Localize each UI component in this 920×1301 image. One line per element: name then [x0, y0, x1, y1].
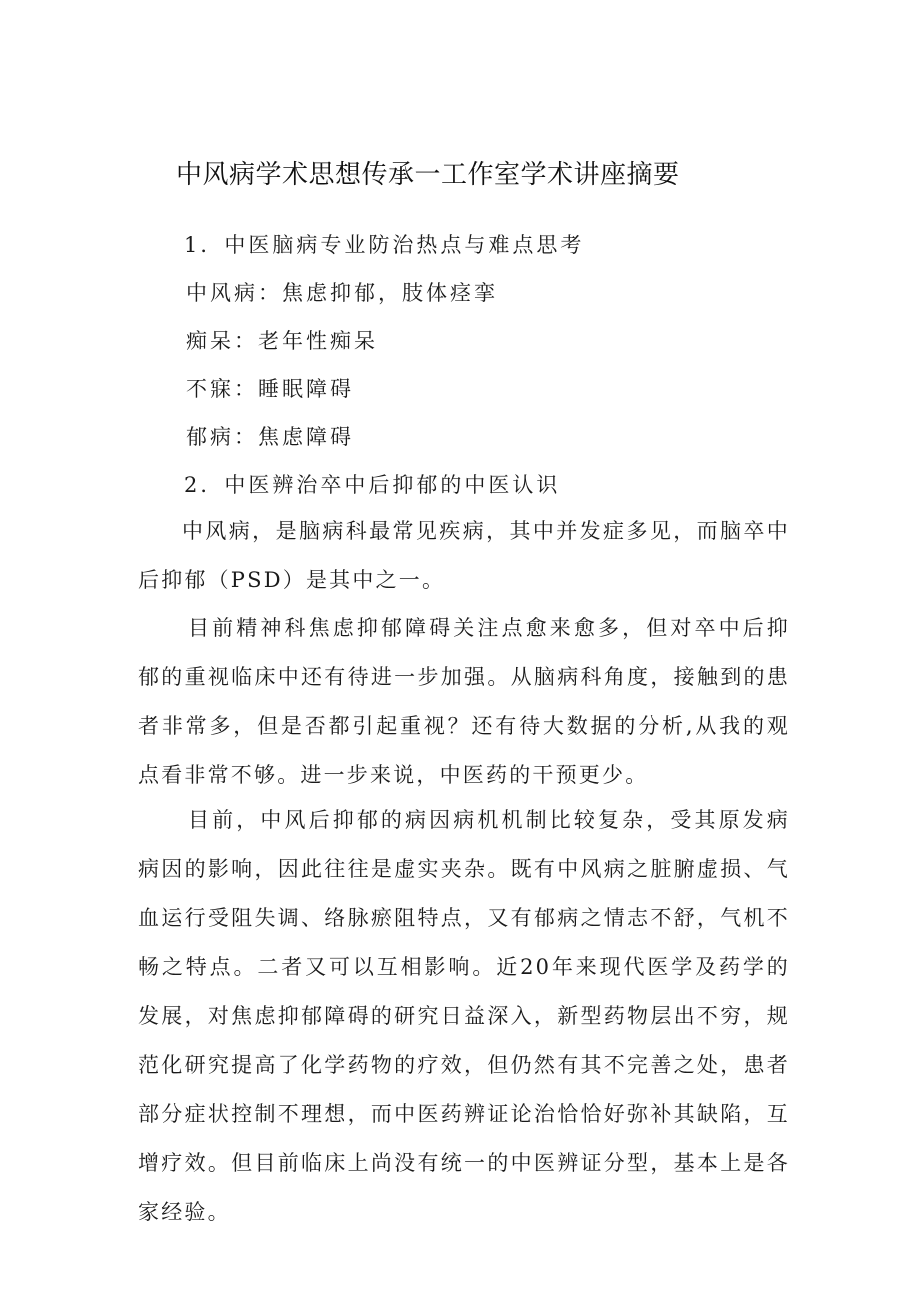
- section1-heading: 1．中医脑病专业防治热点与难点思考: [184, 233, 585, 257]
- list-item: 郁病：焦虑障碍: [186, 425, 354, 449]
- section2-heading: 2．中医辨治卒中后抑郁的中医认识: [184, 473, 561, 497]
- list-item: 不寐：睡眠障碍: [186, 377, 354, 401]
- paragraph: 中风病，是脑病科最常见疾病，其中并发症多见，而脑卒中后抑郁（PSD）是其中之一。: [138, 519, 790, 592]
- document-title: 中风病学术思想传承一工作室学术讲座摘要: [176, 160, 680, 190]
- list-item: 痴呆：老年性痴呆: [186, 329, 378, 353]
- list-item: 中风病：焦虑抑郁，肢体痉挛: [186, 281, 498, 305]
- paragraph: 目前精神科焦虑抑郁障碍关注点愈来愈多，但对卒中后抑郁的重视临床中还有待进一步加强。从脑病科角度，接触到的患者非常多，但是否都引起重视？还有待大数据的分析,从我的观点看非常不够。进一步来说，中医药的干预更少。: [138, 616, 790, 787]
- paragraph: 目前，中风后抑郁的病因病机机制比较复杂，受其原发病病因的影响，因此往往是虚实夹杂。既有中风病之脏腑虚损、气血运行受阻失调、络脉瘀阻特点，又有郁病之情志不舒，气机不畅之特点。二者又可以互相影响。近20年来现代医学及药学的发展，对焦虑抑郁障碍的研究日益深入，新型药物层出不穷，规范化研究提高了化学药物的疗效，但仍然有其不完善之处，患者部分症状控制不理想，而中医药辨证论治恰恰好弥补其缺陷，互增疗效。但目前临床上尚没有统一的中医辨证分型，基本上是各家经验。: [138, 808, 790, 1224]
